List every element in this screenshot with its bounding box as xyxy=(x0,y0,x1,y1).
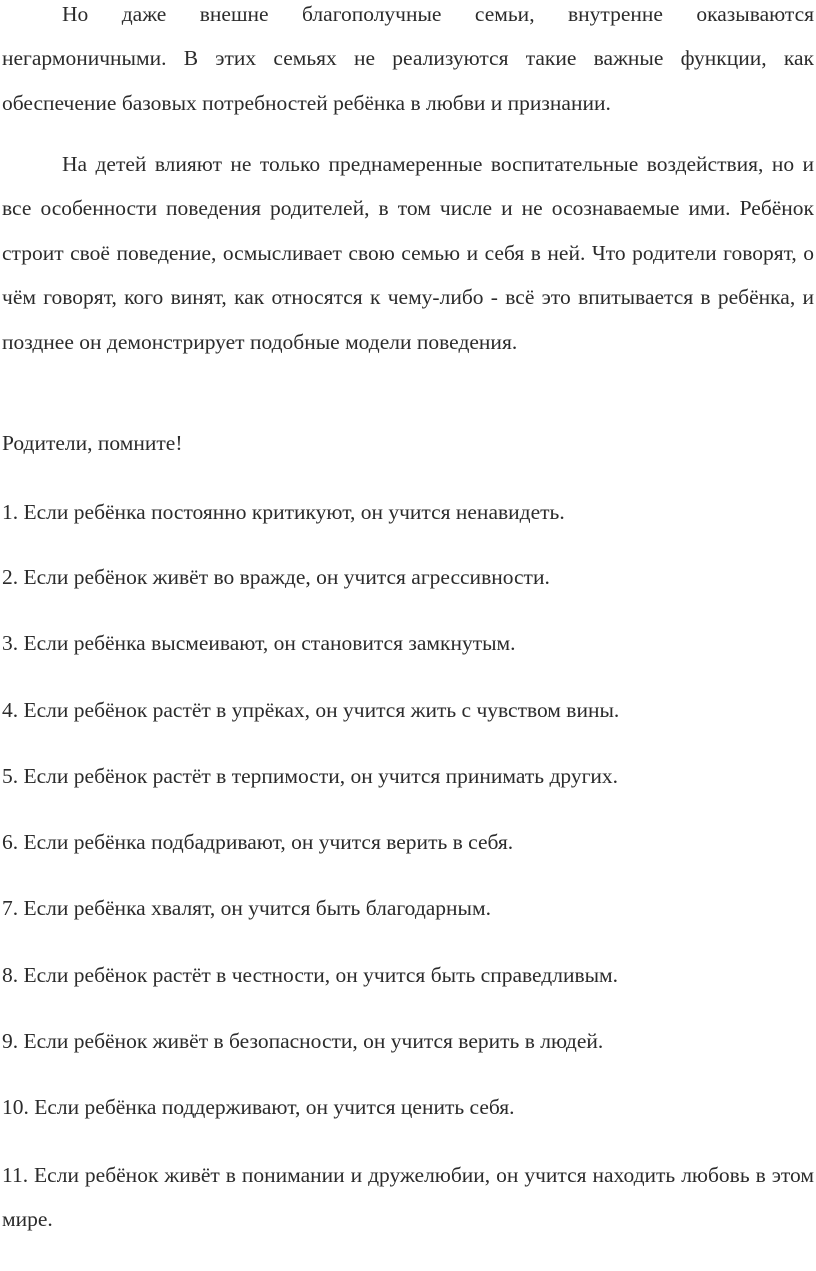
list-item-4: 4. Если ребёнок растёт в упрёках, он учится жить с чувством вины. xyxy=(2,698,620,722)
list-item-2: 2. Если ребёнок живёт во вражде, он учится агрессивности. xyxy=(2,565,550,589)
list-item-7: 7. Если ребёнка хвалят, он учится быть благодарным. xyxy=(2,896,491,920)
list-item-9: 9. Если ребёнок живёт в безопасности, он учится верить в людей. xyxy=(2,1029,604,1053)
list-item-11: 11. Если ребёнок живёт в понимании и дружелюбии, он учится находить любовь в этом мире. xyxy=(2,1163,814,1232)
section-heading: Родители, помните! xyxy=(2,431,183,455)
list-item-10: 10. Если ребёнка поддерживают, он учится ценить себя. xyxy=(2,1095,515,1119)
paragraph-1-text: Но даже внешне благополучные семьи, внутренне оказываются негармоничными. В этих семьях не реализуются такие важные функции, как обеспечение базовых потребностей ребёнка в любви и признании. xyxy=(2,2,814,115)
paragraph-2 xyxy=(2,142,814,364)
list-item-8: 8. Если ребёнок растёт в честности, он учится быть справедливым. xyxy=(2,963,619,987)
list-item-3: 3. Если ребёнка высмеивают, он становится замкнутым. xyxy=(2,631,516,655)
paragraph-1 xyxy=(2,0,814,125)
paragraph-2-text: На детей влияют не только преднамеренные воспитательные воздействия, но и все особенности поведения родителей, в том числе и не осознаваемые ими. Ребёнок строит своё поведение, осмысливает свою семью и себя в ней. Что родители говорят, о чём говорят, кого винят, как относятся к чему-либо - всё это впитывается в ребёнка, и позднее он демонстрирует подобные модели поведения. xyxy=(2,152,814,354)
list-item-6: 6. Если ребёнка подбадривают, он учится верить в себя. xyxy=(2,830,514,854)
list-item-5: 5. Если ребёнок растёт в терпимости, он учится принимать других. xyxy=(2,764,619,788)
list-item-1: 1. Если ребёнка постоянно критикуют, он учится ненавидеть. xyxy=(2,500,565,524)
